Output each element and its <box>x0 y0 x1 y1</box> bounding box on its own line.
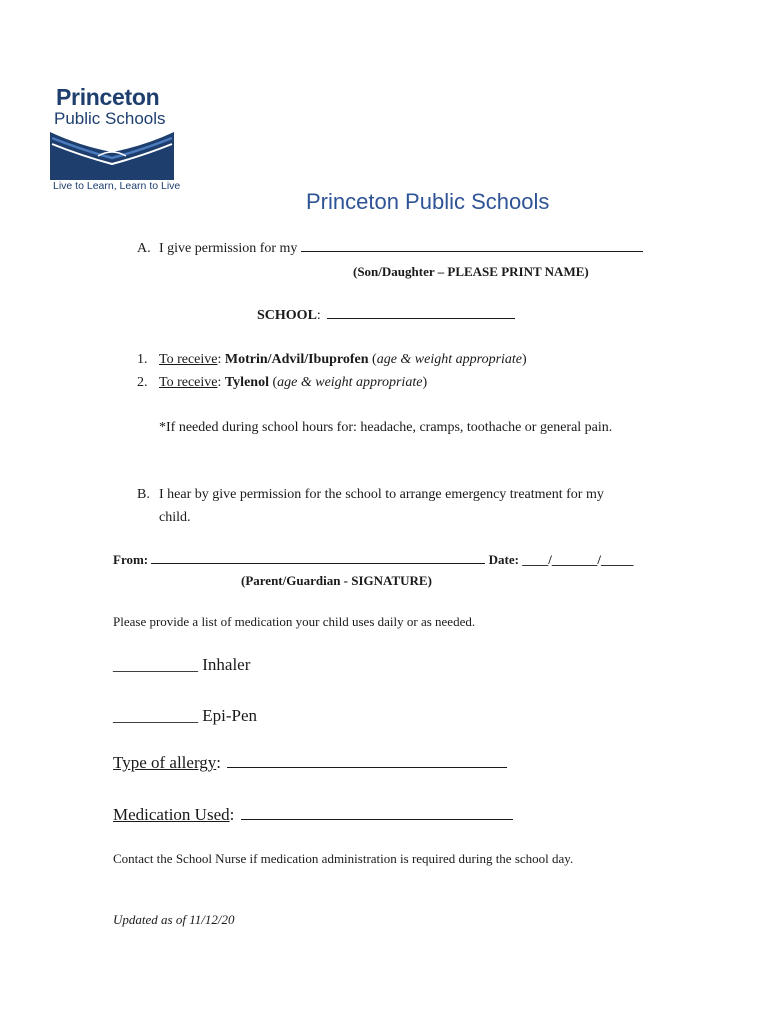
med-1-note: age & weight appropriate <box>376 352 523 367</box>
allergy-label: Type of allergy <box>113 753 217 772</box>
section-b-line1: I hear by give permission for the school to arrange emergency treatment for my <box>159 487 604 502</box>
med-1-lead: To receive <box>159 352 218 367</box>
signature-caption: (Parent/Guardian - SIGNATURE) <box>241 573 432 588</box>
med-2-line <box>159 375 427 391</box>
allergy-colon: : <box>216 753 222 772</box>
med-2-note-close: ) <box>422 375 428 390</box>
section-b-marker: B. <box>137 487 150 502</box>
med-1-drug: Motrin/Advil/Ibuprofen <box>224 352 369 367</box>
logo-book-icon <box>50 128 176 180</box>
med-1-number: 1. <box>137 352 148 367</box>
inhaler-line <box>113 655 250 675</box>
school-label: SCHOOL <box>257 308 317 323</box>
school-field[interactable] <box>327 318 515 319</box>
epipen-field[interactable]: __________ <box>113 706 198 725</box>
allergy-field[interactable] <box>227 767 507 768</box>
med-2-colon: : <box>217 375 222 390</box>
school-line <box>257 308 515 324</box>
section-a-line <box>159 241 643 257</box>
medication-used-line <box>113 805 513 825</box>
med-2-note-open: ( <box>268 375 278 390</box>
medication-used-label: Medication Used <box>113 805 230 824</box>
date-field[interactable]: ____/_______/_____ <box>522 552 634 567</box>
logo-tagline: Live to Learn, Learn to Live <box>53 180 181 192</box>
med-1-note-open: ( <box>368 352 377 367</box>
med-1-note-close: ) <box>522 352 527 367</box>
medication-used-field[interactable] <box>241 819 513 820</box>
signature-line <box>113 552 633 568</box>
med-1-line <box>159 352 527 368</box>
school-colon: : <box>316 308 321 323</box>
med-1-colon: : <box>217 352 222 367</box>
section-a-marker: A. <box>137 241 151 256</box>
updated-date: Updated as of 11/12/20 <box>113 912 235 927</box>
med-2-drug: Tylenol <box>224 375 269 390</box>
from-label: From: <box>113 552 149 567</box>
logo-subtitle: Public Schools <box>54 109 166 128</box>
med-2-lead: To receive <box>159 375 218 390</box>
allergy-line <box>113 753 507 773</box>
logo-title: Princeton <box>56 84 160 110</box>
signature-field[interactable] <box>151 563 485 564</box>
med-list-prompt: Please provide a list of medication your child uses daily or as needed. <box>113 614 476 629</box>
date-label: Date: <box>488 552 519 567</box>
epipen-label: Epi-Pen <box>198 706 258 725</box>
section-a-text: I give permission for my <box>159 241 298 256</box>
epipen-line <box>113 706 257 726</box>
inhaler-label: Inhaler <box>198 655 251 674</box>
inhaler-field[interactable]: __________ <box>113 655 198 674</box>
child-name-field[interactable] <box>301 251 643 252</box>
med-2-number: 2. <box>137 375 148 390</box>
med-2-note: age & weight appropriate <box>277 375 423 390</box>
section-b-line2: child. <box>159 510 191 525</box>
child-name-caption: (Son/Daughter – PLEASE PRINT NAME) <box>353 264 589 279</box>
contact-note: Contact the School Nurse if medication administration is required during the school day. <box>113 851 574 866</box>
page-title: Princeton Public Schools <box>306 189 550 214</box>
medication-used-colon: : <box>229 805 235 824</box>
if-needed-note: *If needed during school hours for: headache, cramps, toothache or general pain. <box>159 420 613 435</box>
